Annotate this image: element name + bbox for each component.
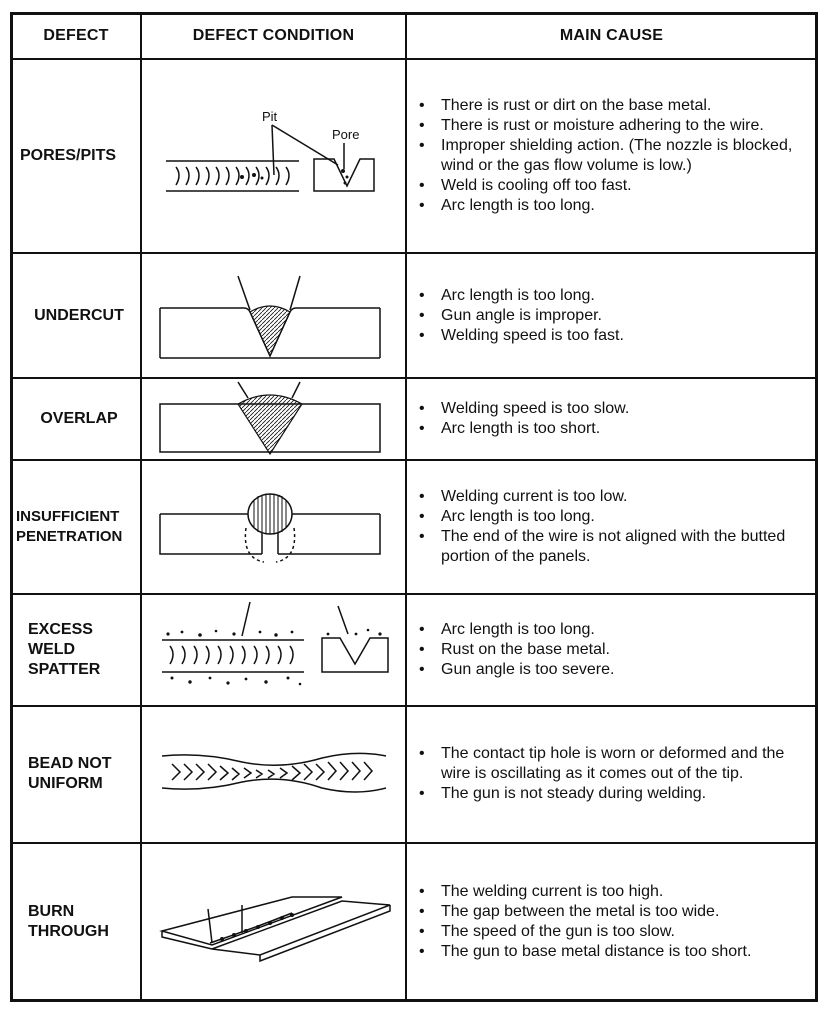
cause-item: • Arc length is too long. <box>417 620 816 640</box>
cause-item: • There is rust or dirt on the base metal. <box>417 96 816 116</box>
defect-line: PENETRATION <box>16 527 123 545</box>
label-pit: Pit <box>262 109 278 125</box>
header-condition: DEFECT CONDITION <box>141 13 406 59</box>
defect-line: THROUGH <box>28 922 109 940</box>
defect-line: OVERLAP <box>40 409 118 427</box>
table-border <box>10 12 818 1002</box>
cause-item: • The speed of the gun is too slow. <box>417 922 816 942</box>
cause-item: • The welding current is too high. <box>417 882 816 902</box>
cause-item: • Arc length is too long. <box>417 507 816 527</box>
cause-item: • Rust on the base metal. <box>417 640 816 660</box>
cause-item: • The end of the wire is not aligned with the butted portion of the panels. <box>417 527 816 567</box>
cause-item: • Welding speed is too slow. <box>417 399 816 419</box>
defect-line: WELD <box>28 641 76 659</box>
header-defect: DEFECT <box>11 13 141 59</box>
header-cause: MAIN CAUSE <box>406 13 817 59</box>
defect-line: EXCESS <box>28 621 93 639</box>
cause-item: • Gun angle is improper. <box>417 306 816 326</box>
defect-line: INSUFFICIENT <box>16 507 120 525</box>
cause-item: • Weld is cooling off too fast. <box>417 176 816 196</box>
defect-line: PORES/PITS <box>20 147 117 165</box>
cause-item: • Arc length is too short. <box>417 419 816 439</box>
defect-line: UNIFORM <box>28 775 103 793</box>
defect-line: UNDERCUT <box>34 306 124 324</box>
cause-item: • Welding speed is too fast. <box>417 326 816 346</box>
cause-item: • Improper shielding action. (The nozzle is blocked, wind or the gas flow volume is low.) <box>417 136 816 176</box>
cause-item: • Arc length is too long. <box>417 196 816 216</box>
defect-line: BURN <box>28 902 75 920</box>
cause-item: • The gun is not steady during welding. <box>417 784 816 804</box>
cause-item: • There is rust or moisture adhering to the wire. <box>417 116 816 136</box>
cause-item: • Arc length is too long. <box>417 286 816 306</box>
label-pore: Pore <box>332 127 360 143</box>
cause-item: • The contact tip hole is worn or deformed and the wire is oscillating as it comes out of the tip. <box>417 744 816 784</box>
defect-line: SPATTER <box>28 661 101 679</box>
cause-item: • Welding current is too low. <box>417 487 816 507</box>
defect-line: BEAD NOT <box>28 755 112 773</box>
cause-item: • The gap between the metal is too wide. <box>417 902 816 922</box>
cause-item: • The gun to base metal distance is too short. <box>417 942 816 962</box>
cause-item: • Gun angle is too severe. <box>417 660 816 680</box>
